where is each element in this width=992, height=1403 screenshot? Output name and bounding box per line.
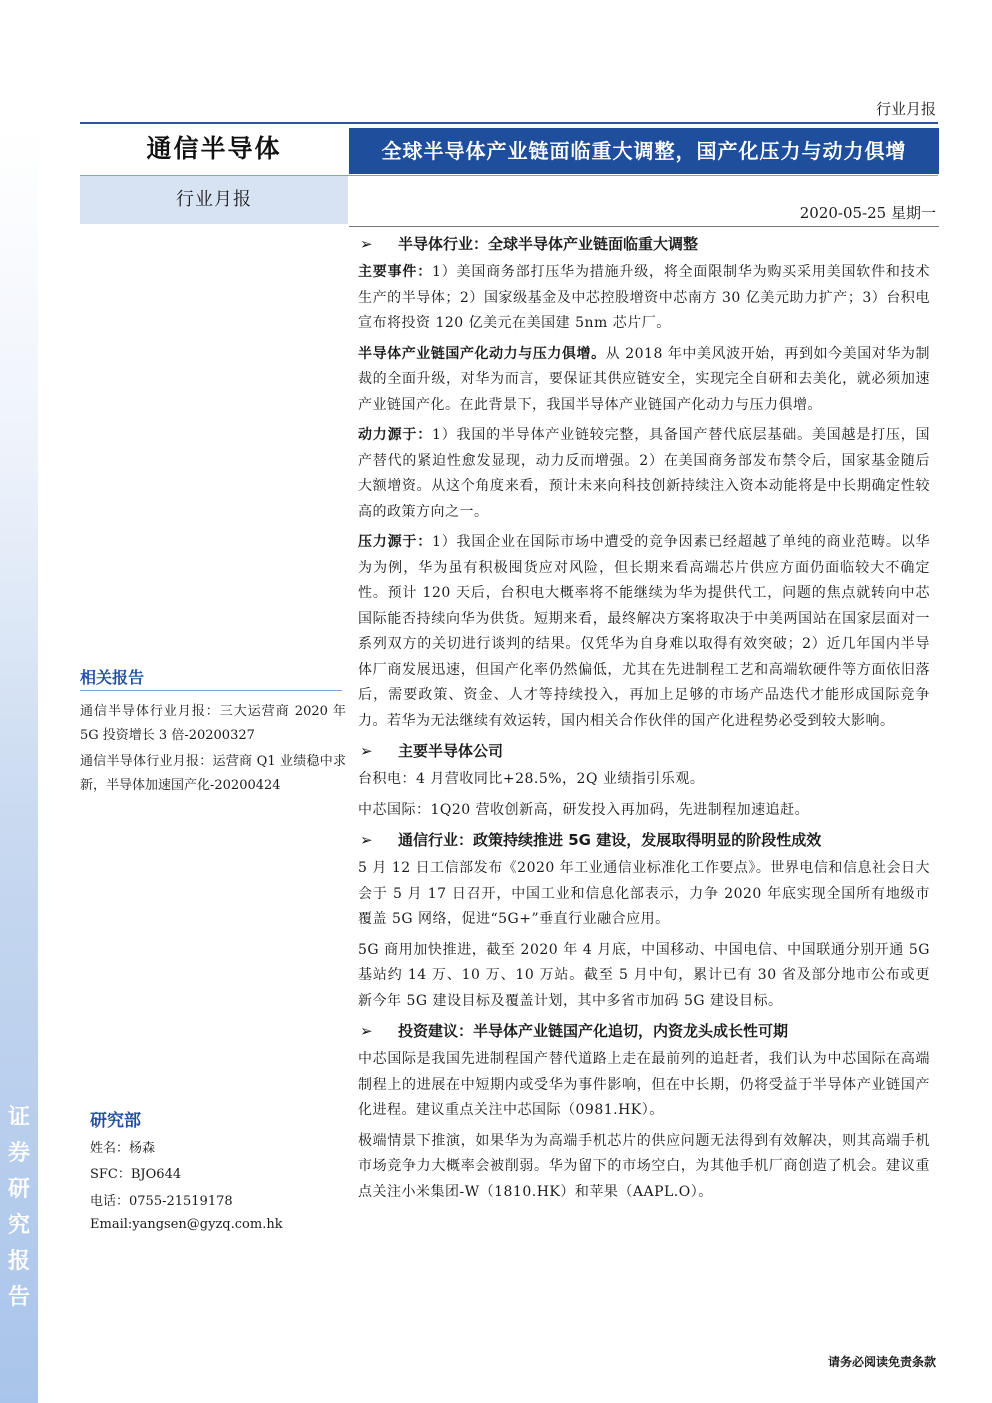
report-title: 全球半导体产业链面临重大调整，国产化压力与动力俱增 (349, 128, 939, 174)
paragraph: 5G 商用加快推进，截至 2020 年 4 月底，中国移动、中国电信、中国联通分别开通 5G 基站约 14 万、10 万、10 万站。截至 5 月中旬，累计已有 30 省及部分地市公布或更新今年 5G 建设目标及覆盖计划，其中多省市加码 5G 建设目标。 (358, 941, 930, 1009)
related-reports-rule (80, 690, 342, 691)
paragraph: 极端情景下推演，如果华为为高端手机芯片的供应问题无法得到有效解决，则其高端手机市场竞争力大概率会被削弱。华为留下的市场空白，为其他手机厂商创造了机会。建议重点关注小米集团-W（1810.HK）和苹果（AAPL.O）。 (358, 1132, 930, 1200)
paragraph: 主要事件：1）美国商务部打压华为措施升级，将全面限制华为购买采用美国软件和技术生产的半导体；2）国家级基金及中芯控股增资中芯南方 30 亿美元助力扩产；3）台积电宣布将投资 120 亿美元在美国建 5nm 芯片厂。 (358, 264, 931, 331)
sector-title: 通信半导体 (146, 134, 282, 163)
section-heading: ➢ 主要半导体公司 (358, 739, 930, 763)
section-heading: ➢ 半导体行业：全球半导体产业链面临重大调整 (358, 232, 930, 256)
paragraph: 台积电：4 月营收同比+28.5%，2Q 业绩指引乐观。 (358, 771, 705, 787)
paragraph: 5 月 12 日工信部发布《2020 年工业通信业标准化工作要点》。世界电信和信息社会日大会于 5 月 17 日召开，中国工业和信息化部表示，力争 2020 年底实现全国所有地级市覆盖 5G 网络，促进“5G+”垂直行业融合应用。 (358, 860, 930, 927)
section-heading: ➢ 投资建议：半导体产业链国产化追切，内资龙头成长性可期 (358, 1019, 930, 1043)
report-date: 2020-05-25 星期一 (799, 204, 936, 222)
side-char: 报 (7, 1249, 30, 1274)
arrow-icon: ➢ (360, 1022, 373, 1040)
paragraph: 中芯国际：1Q20 营收创新高，研发投入再加码，先进制程加速追赶。 (358, 801, 810, 818)
footer-disclaimer[interactable]: 请务必阅读免责条款 (827, 1355, 936, 1369)
section-heading: ➢ 通信行业：政策持续推进 5G 建设，发展取得明显的阶段性成效 (358, 828, 930, 852)
related-report-link[interactable]: 通信半导体行业月报：运营商 Q1 业绩稳中求新，半导体加速国产化-20200424 (80, 754, 346, 793)
analyst-sfc: SFC：BJO644 (90, 1167, 182, 1182)
related-reports-title: 相关报告 (80, 668, 145, 687)
report-type: 行业月报 (80, 176, 348, 224)
side-char: 券 (7, 1141, 30, 1166)
arrow-icon: ➢ (360, 235, 373, 253)
header-doc-type: 行业月报 (875, 100, 936, 118)
analyst-email[interactable]: Email:yangsen@gyzq.com.hk (90, 1217, 283, 1232)
research-dept-title: 研究部 (90, 1111, 141, 1131)
analyst-phone: 电话：0755-21519178 (90, 1194, 233, 1209)
side-char: 告 (7, 1285, 30, 1310)
header-top-rule (80, 122, 938, 124)
arrow-icon: ➢ (360, 742, 373, 760)
analyst-name: 姓名：杨森 (90, 1141, 156, 1156)
paragraph: 中芯国际是我国先进制程国产替代道路上走在最前列的追赶者，我们认为中芯国际在高端制程上的进展在中短期内或受华为事件影响，但在中长期，仍将受益于半导体产业链国产化进程。建议重点关注中芯国际（0981.HK）。 (358, 1051, 930, 1118)
header-bottom-rule (349, 226, 939, 227)
side-char: 证 (7, 1105, 30, 1130)
paragraph: 半导体产业链国产化动力与压力俱增。从 2018 年中美风波开始，再到如今美国对华为制裁的全面升级，对华为而言，要保证其供应链安全，实现完全自研和去美化，就必须加速产业链国产化。在此背景下，我国半导体产业链国产化动力与压力俱增。 (358, 345, 931, 413)
main-content (358, 232, 930, 1210)
arrow-icon: ➢ (360, 831, 373, 849)
side-char: 究 (7, 1213, 30, 1238)
side-char: 研 (7, 1177, 30, 1202)
paragraph: 压力源于：1）我国企业在国际市场中遭受的竞争因素已经超越了单纯的商业范畴。以华为为例，华为虽有积极囤货应对风险，但长期来看高端芯片供应方面仍面临较大不确定性。预计 120 天后，台积电大概率将不能继续为华为提供代工，问题的焦点就转向中芯国际能否持续向华为供货。短期来看，最终解决方案将取决于中美两国站在国家层面对一系列双方的关切进行谈判的结果。仅凭华为自身难以取得有效突破；2）近几年国内半导体厂商发展迅速，但国产化率仍然偏低，尤其在先进制程工艺和高端软硬件等方面依旧落后，需要政策、资金、人才等持续投入，再加上足够的市场产品迭代才能形成国际竞争力。若华为无法继续有效运转，国内相关合作伙伴的国产化进程势必受到较大影响。 (358, 534, 931, 729)
paragraph: 动力源于：1）我国的半导体产业链较完整，具备国产替代底层基础。美国越是打压，国产替代的紧迫性愈发显现，动力反而增强。2）在美国商务部发布禁令后，国家基金随后大额增资。从这个角度来看，预计未来向科技创新持续注入资本动能将是中长期确定性较高的政策方向之一。 (358, 427, 931, 520)
related-report-link[interactable]: 通信半导体行业月报：三大运营商 2020 年 5G 投资增长 3 倍-20200327 (80, 704, 346, 743)
side-vertical-label (0, 1100, 38, 1316)
